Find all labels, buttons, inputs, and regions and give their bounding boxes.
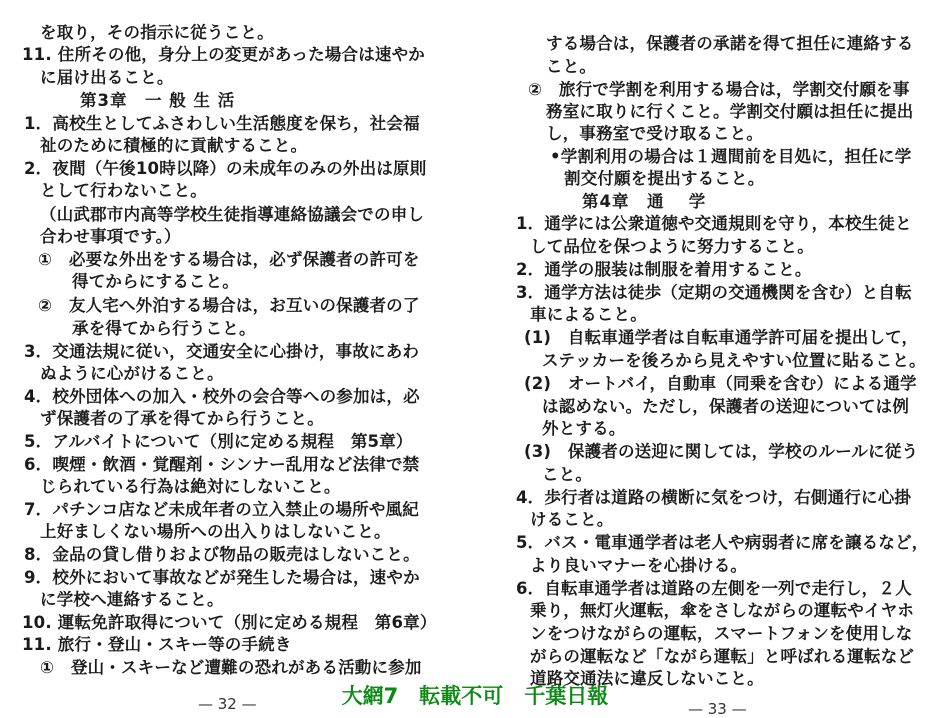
text-line: 3．交通法規に従い，交通安全に心掛け，事故にあわ: [24, 342, 420, 361]
text-line: ① 登山・スキーなど遭難の恐れがある活動に参加: [40, 658, 422, 677]
chapter-heading: 第4章 通 学: [582, 192, 707, 211]
text-line: (2) オートバイ，自動車（同乗を含む）による通学: [524, 374, 917, 393]
text-line: 承を得てから行うこと。: [72, 319, 256, 338]
text-line: じられている行為は絶対にしないこと。: [40, 477, 341, 496]
text-line: 上好ましくない場所への出入りはしないこと。: [40, 522, 391, 541]
text-line: 11. 旅行・登山・スキー等の手続き: [22, 635, 292, 654]
text-line: 得てからにすること。: [72, 272, 239, 291]
text-line: に届け出ること。: [40, 68, 174, 87]
text-line: ① 必要な外出をする場合は，必ず保護者の許可を: [38, 250, 420, 269]
text-line: 祉のために積極的に貢献すること。: [40, 136, 308, 155]
watermark-banner: 大網7 転載不可 千葉日報: [341, 684, 609, 708]
chapter-heading: 第3章 一 般 生 活: [80, 91, 236, 110]
text-line: こと。: [546, 57, 597, 76]
text-line: 5．アルバイトについて（別に定める規程 第5章）: [24, 432, 413, 451]
text-line: 6．自転車通学者は道路の左側を一列で走行し，２人: [516, 579, 912, 598]
text-line: （山武郡市内高等学校生徒指導連絡協議会での申し: [40, 205, 425, 224]
text-line: ステッカーを後ろから見えやすい位置に貼ること。: [542, 351, 926, 370]
text-line: 2．通学の服装は制服を着用すること。: [516, 260, 812, 279]
text-line: 10. 運転免許取得について（別に定める規程 第6章）: [22, 613, 437, 632]
text-line: がらの運転など「ながら運転」と呼ばれる運転など: [530, 647, 915, 666]
text-line: は認めない。ただし，保護者の送迎については例: [542, 397, 910, 416]
text-line: を取り，その指示に従うこと。: [40, 23, 274, 42]
text-line: 合わせ事項です。）: [40, 227, 181, 246]
page-number-right: — 33 —: [688, 700, 747, 718]
text-line: ンをつけながらの運転，スマートフォンを使用しな: [530, 624, 913, 643]
text-line: 8．金品の貸し借りおよび物品の販売はしないこと。: [24, 545, 420, 564]
text-line: ぬように心がけること。: [40, 364, 224, 383]
text-line: ず保護者の了承を得てから行うこと。: [40, 409, 324, 428]
page-number-left: — 32 —: [198, 695, 257, 713]
text-line: より良いマナーを心掛ける。: [530, 556, 748, 575]
text-line: ② 旅行で学割を利用する場合は，学割交付願を事: [528, 80, 910, 99]
text-line: 割交付願を提出すること。: [564, 169, 765, 188]
text-line: 務室に取りに行くこと。学割交付願は担任に提出: [546, 102, 914, 121]
text-line: して品位を保つように努力すること。: [530, 237, 814, 256]
text-line: •学割利用の場合は１週間前を目処に，担任に学: [550, 147, 912, 166]
text-line: として行わないこと。: [40, 181, 207, 200]
text-line: (3) 保護者の送迎に関しては，学校のルールに従う: [524, 442, 919, 461]
text-line: 4．歩行者は道路の横断に気をつけ，右側通行に心掛: [516, 488, 912, 507]
text-line: 11. 住所その他，身分上の変更があった場合は速やか: [22, 45, 426, 64]
text-line: (1) 自転車通学者は自転車通学許可届を提出して，: [524, 328, 919, 347]
text-line: 1．通学には公衆道徳や交通規則を守り，本校生徒と: [516, 214, 912, 233]
text-line: けること。: [530, 510, 614, 529]
text-line: こと。: [542, 465, 593, 484]
text-line: 4．校外団体への加入・校外の会合等への参加は，必: [24, 387, 420, 406]
text-line: ② 友人宅へ外泊する場合は，お互いの保護者の了: [38, 296, 420, 315]
text-line: 車によること。: [530, 305, 647, 324]
text-line: 道路交通法に違反しないこと。: [530, 669, 764, 688]
text-line: 1．高校生としてふさわしい生活態度を保ち，社会福: [24, 114, 420, 133]
text-line: 9．校外において事故などが発生した場合は，速やか: [24, 568, 420, 587]
text-line: 5．バス・電車通学者は老人や病弱者に席を譲るなど，: [516, 533, 929, 552]
text-line: 外とする。: [542, 419, 626, 438]
text-line: する場合は，保護者の承諾を得て担任に連絡する: [546, 34, 914, 53]
text-line: し，事務室で受け取ること。: [546, 124, 764, 143]
text-line: 7．パチンコ店など未成年者の立入禁止の場所や風紀: [24, 500, 419, 519]
text-line: に学校へ連絡すること。: [40, 590, 224, 609]
text-line: 2．夜間（午後10時以降）の未成年のみの外出は原則: [24, 159, 427, 178]
text-line: 6．喫煙・飲酒・覚醒剤・シンナー乱用など法律で禁: [24, 455, 420, 474]
text-line: 3．通学方法は徒歩（定期の交通機関を含む）と自転: [516, 283, 912, 302]
text-line: 乗り，無灯火運転，傘をさしながらの運転やイヤホ: [530, 601, 915, 620]
